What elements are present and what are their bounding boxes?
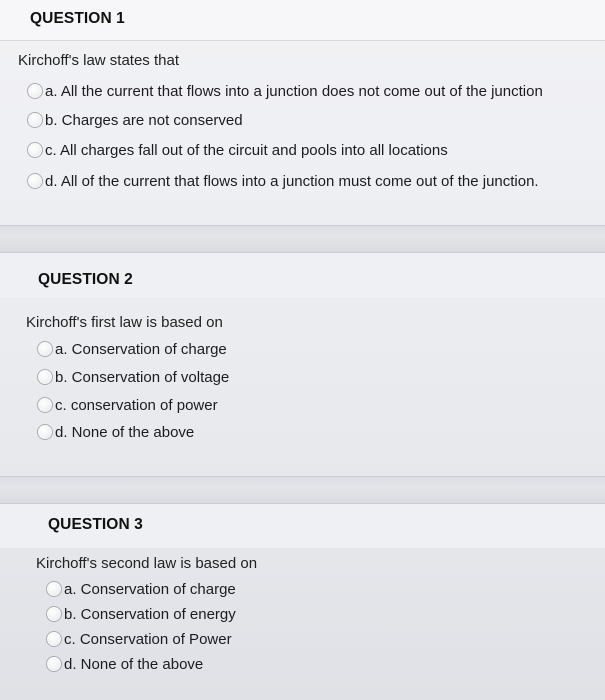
question-2-option-a[interactable] [37,338,227,360]
question-3-option-b[interactable] [46,603,236,625]
option-label: d. None of the above [55,423,195,441]
question-3-prompt: Kirchoff's second law is based on [36,555,258,572]
question-2-option-b[interactable] [37,366,229,388]
option-label: c. Conservation of Power [64,630,232,648]
question-2-option-d[interactable] [37,421,194,443]
radio-button[interactable] [46,631,62,647]
question-3-option-a[interactable] [46,578,236,600]
question-divider [0,225,605,253]
radio-button[interactable] [27,173,43,189]
option-label: b. Conservation of voltage [55,368,230,386]
option-label: c. All charges fall out of the circuit and pools into all locations [45,141,448,159]
radio-button[interactable] [37,397,53,413]
question-1-title: QUESTION 1 [30,10,125,27]
option-label: b. Charges are not conserved [45,111,243,129]
radio-button[interactable] [37,424,53,440]
question-1-option-a[interactable] [27,80,543,102]
radio-button[interactable] [37,369,53,385]
question-1-option-b[interactable] [27,109,243,131]
radio-button[interactable] [46,581,62,597]
radio-button[interactable] [27,142,43,158]
question-3-option-d[interactable] [46,653,203,675]
option-label: d. None of the above [64,655,204,673]
option-label: a. All the current that flows into a junction does not come out of the junction [45,82,543,100]
question-2-option-c[interactable] [37,394,218,416]
question-1-option-c[interactable] [27,139,448,161]
option-label: a. Conservation of charge [55,340,227,358]
question-1-option-d[interactable] [27,170,539,192]
question-divider [0,476,605,504]
option-label: d. All of the current that flows into a junction must come out of the junction. [45,172,539,190]
question-2-prompt: Kirchoff's first law is based on [26,314,223,331]
option-label: c. conservation of power [55,396,218,414]
option-label: b. Conservation of energy [64,605,236,623]
radio-button[interactable] [37,341,53,357]
radio-button[interactable] [46,606,62,622]
radio-button[interactable] [27,112,43,128]
question-3-option-c[interactable] [46,628,232,650]
radio-button[interactable] [27,83,43,99]
radio-button[interactable] [46,656,62,672]
question-3-title: QUESTION 3 [48,516,143,533]
question-2-title: QUESTION 2 [38,271,133,288]
question-1-prompt: Kirchoff's law states that [18,52,179,69]
option-label: a. Conservation of charge [64,580,236,598]
